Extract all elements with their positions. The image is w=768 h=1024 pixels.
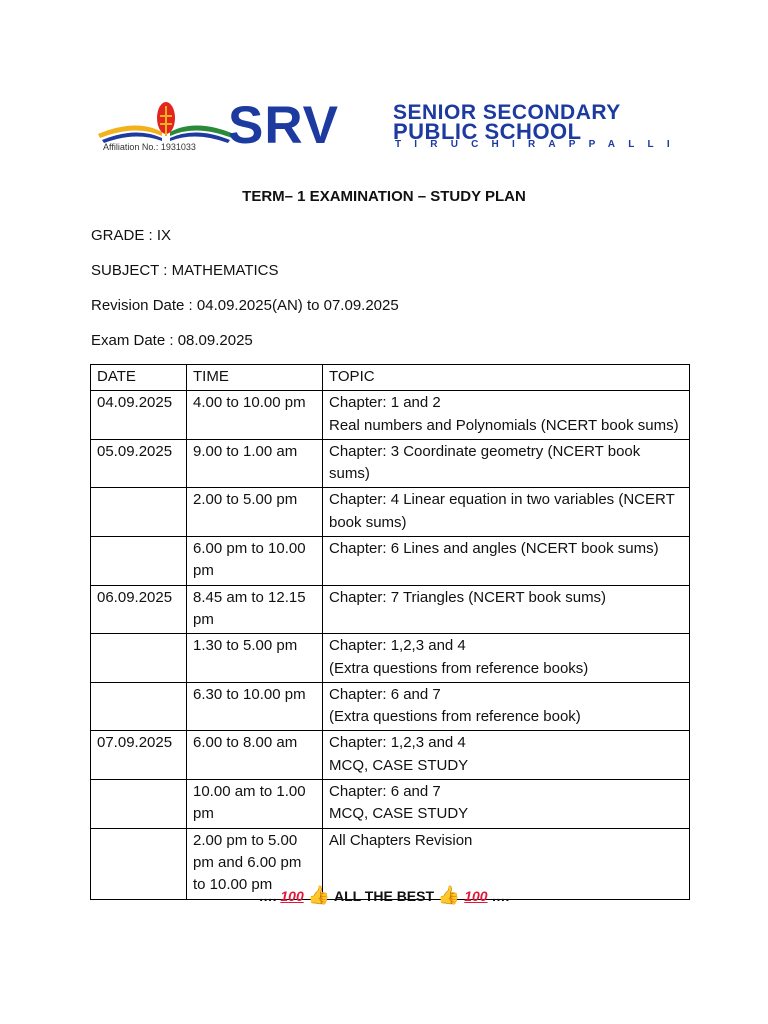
time-cell: 9.00 to 1.00 am (187, 439, 323, 488)
table-row (91, 585, 690, 634)
date-cell: 04.09.2025 (91, 391, 187, 440)
table-row (91, 634, 690, 683)
time-cell: 2.00 pm to 5.00 pm and 6.00 pm to 10.00 pm (187, 828, 323, 899)
topic-cell: All Chapters Revision (323, 828, 690, 899)
grade-line: GRADE : IX (91, 227, 172, 244)
topic-cell: Chapter: 1 and 2 Real numbers and Polynomials (NCERT book sums) (323, 391, 690, 440)
topic-cell: Chapter: 3 Coordinate geometry (NCERT book sums) (323, 439, 690, 488)
time-cell: 2.00 to 5.00 pm (187, 488, 323, 537)
header-topic: TOPIC (323, 365, 690, 391)
table-row (91, 682, 690, 731)
thumbs-up-icon: 👍 (307, 885, 331, 905)
table-row (91, 731, 690, 780)
school-logo-text: SRV (228, 96, 340, 155)
date-cell: 05.09.2025 (91, 439, 187, 488)
table-row (91, 391, 690, 440)
date-cell (91, 634, 187, 683)
header-time: TIME (187, 365, 323, 391)
time-cell: 6.00 pm to 10.00 pm (187, 537, 323, 586)
closing-dots-start: …. (258, 887, 277, 904)
time-cell: 6.30 to 10.00 pm (187, 682, 323, 731)
subject-line: SUBJECT : MATHEMATICS (91, 262, 279, 279)
closing-message (0, 885, 768, 906)
table-row (91, 488, 690, 537)
school-header (0, 0, 768, 170)
time-cell: 4.00 to 10.00 pm (187, 391, 323, 440)
date-cell (91, 488, 187, 537)
topic-cell: Chapter: 1,2,3 and 4 MCQ, CASE STUDY (323, 731, 690, 780)
closing-dots-end: …. (491, 887, 510, 904)
table-row (91, 780, 690, 829)
school-name-line2: PUBLIC SCHOOL (393, 119, 582, 144)
topic-cell: Chapter: 7 Triangles (NCERT book sums) (323, 585, 690, 634)
topic-cell: Chapter: 4 Linear equation in two variables (NCERT book sums) (323, 488, 690, 537)
time-cell: 8.45 am to 12.15 pm (187, 585, 323, 634)
table-row (91, 537, 690, 586)
topic-cell: Chapter: 6 and 7 MCQ, CASE STUDY (323, 780, 690, 829)
time-cell: 10.00 am to 1.00 pm (187, 780, 323, 829)
hundred-points-icon: 100 (280, 887, 304, 904)
date-cell (91, 780, 187, 829)
time-cell: 6.00 to 8.00 am (187, 731, 323, 780)
date-cell: 07.09.2025 (91, 731, 187, 780)
date-cell (91, 682, 187, 731)
thumbs-up-icon: 👍 (437, 885, 461, 905)
topic-cell: Chapter: 6 and 7 (Extra questions from reference book) (323, 682, 690, 731)
study-plan-body (91, 365, 690, 900)
topic-cell: Chapter: 6 Lines and angles (NCERT book sums) (323, 537, 690, 586)
time-cell: 1.30 to 5.00 pm (187, 634, 323, 683)
study-plan-table (90, 364, 690, 900)
table-header-row (91, 365, 690, 391)
date-cell (91, 537, 187, 586)
school-city: TIRUCHIRAPPALLI (395, 139, 683, 150)
hundred-points-icon: 100 (464, 887, 488, 904)
topic-cell: Chapter: 1,2,3 and 4 (Extra questions from reference books) (323, 634, 690, 683)
table-row (91, 439, 690, 488)
all-the-best-text: ALL THE BEST (333, 887, 435, 904)
page-title: TERM– 1 EXAMINATION – STUDY PLAN (242, 188, 526, 205)
revision-date-line: Revision Date : 04.09.2025(AN) to 07.09.2025 (91, 297, 399, 314)
date-cell: 06.09.2025 (91, 585, 187, 634)
affiliation-number: Affiliation No.: 1931033 (103, 142, 196, 152)
exam-date-line: Exam Date : 08.09.2025 (91, 332, 253, 349)
header-date: DATE (91, 365, 187, 391)
school-name-line1: SENIOR SECONDARY (393, 101, 621, 124)
